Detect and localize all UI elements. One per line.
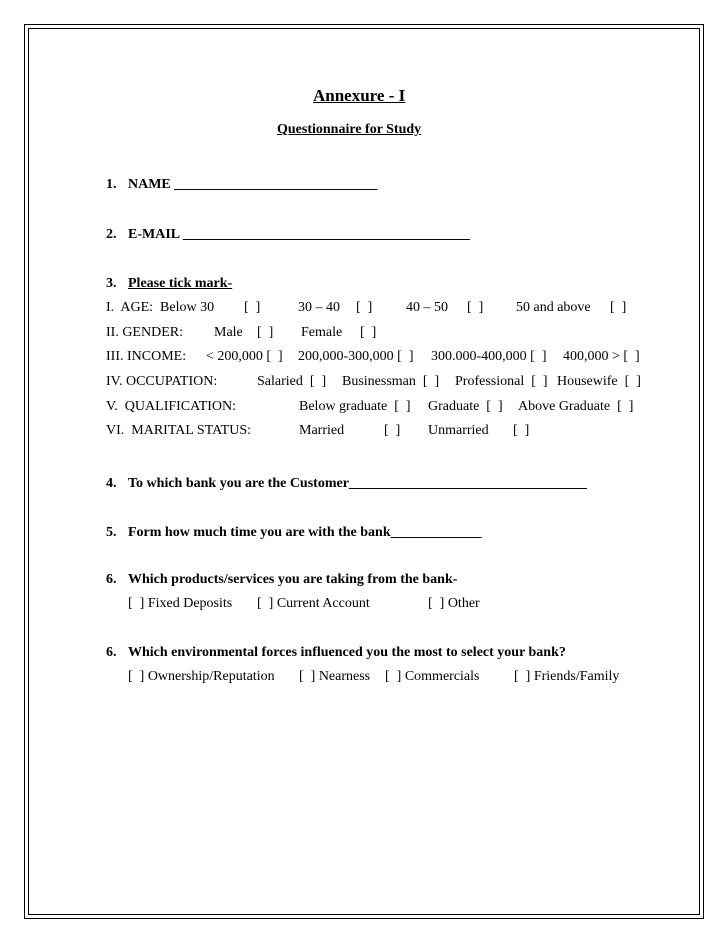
- income-label: III. INCOME:: [106, 349, 187, 364]
- customer-bank-field[interactable]: To which bank you are the Customer__________________________________: [128, 476, 587, 491]
- occupation-option-professional[interactable]: Professional [ ]: [455, 374, 548, 389]
- force-option-commercials[interactable]: [ ] Commercials: [385, 669, 480, 684]
- gender-male-label: Male: [214, 325, 243, 340]
- occupation-option-housewife[interactable]: Housewife [ ]: [557, 374, 641, 389]
- q3-number: 3.: [106, 276, 117, 291]
- income-option-200k-300k[interactable]: 200,000-300,000 [ ]: [298, 349, 414, 364]
- product-option-fixed-deposits[interactable]: [ ] Fixed Deposits: [128, 596, 233, 611]
- page-border-inner: [28, 28, 700, 915]
- force-option-friends-family[interactable]: [ ] Friends/Family: [514, 669, 620, 684]
- bank-duration-field[interactable]: Form how much time you are with the bank_____________: [128, 525, 482, 540]
- q2-number: 2.: [106, 227, 117, 242]
- income-option-below-200k[interactable]: < 200,000 [ ]: [206, 349, 283, 364]
- name-field[interactable]: NAME _____________________________: [128, 177, 378, 192]
- income-option-above-400k[interactable]: 400,000 > [ ]: [563, 349, 640, 364]
- age-30-40-checkbox[interactable]: [ ]: [356, 300, 373, 315]
- age-40-50-checkbox[interactable]: [ ]: [467, 300, 484, 315]
- product-option-current-account[interactable]: [ ] Current Account: [257, 596, 370, 611]
- age-50-above-checkbox[interactable]: [ ]: [610, 300, 627, 315]
- marital-unmarried-checkbox[interactable]: [ ]: [513, 423, 530, 438]
- q6-products-question: Which products/services you are taking from the bank-: [128, 572, 458, 587]
- gender-label: II. GENDER:: [106, 325, 183, 340]
- force-option-ownership-reputation[interactable]: [ ] Ownership/Reputation: [128, 669, 275, 684]
- age-30-40-label: 30 – 40: [298, 300, 340, 315]
- age-below30-checkbox[interactable]: [ ]: [244, 300, 261, 315]
- q6-forces-question: Which environmental forces influenced you the most to select your bank?: [128, 645, 566, 660]
- force-option-nearness[interactable]: [ ] Nearness: [299, 669, 371, 684]
- gender-male-checkbox[interactable]: [ ]: [257, 325, 274, 340]
- email-field[interactable]: E-MAIL _________________________________________: [128, 227, 470, 242]
- age-50-above-label: 50 and above: [516, 300, 591, 315]
- marital-married-label: Married: [299, 423, 345, 438]
- product-option-other[interactable]: [ ] Other: [428, 596, 480, 611]
- qualification-option-above-graduate[interactable]: Above Graduate [ ]: [518, 399, 634, 414]
- page-title: Annexure - I: [313, 86, 406, 105]
- q4-number: 4.: [106, 476, 117, 491]
- gender-female-label: Female: [301, 325, 343, 340]
- q3-heading: Please tick mark-: [128, 276, 233, 291]
- occupation-label: IV. OCCUPATION:: [106, 374, 218, 389]
- qualification-label: V. QUALIFICATION:: [106, 399, 237, 414]
- qualification-option-graduate[interactable]: Graduate [ ]: [428, 399, 503, 414]
- income-option-300k-400k[interactable]: 300.000-400,000 [ ]: [431, 349, 547, 364]
- occupation-option-businessman[interactable]: Businessman [ ]: [342, 374, 440, 389]
- q6-forces-number: 6.: [106, 645, 117, 660]
- page-subtitle: Questionnaire for Study: [277, 122, 422, 137]
- q6-products-number: 6.: [106, 572, 117, 587]
- marital-unmarried-label: Unmarried: [428, 423, 489, 438]
- age-40-50-label: 40 – 50: [406, 300, 448, 315]
- q1-number: 1.: [106, 177, 117, 192]
- q5-number: 5.: [106, 525, 117, 540]
- occupation-option-salaried[interactable]: Salaried [ ]: [257, 374, 327, 389]
- gender-female-checkbox[interactable]: [ ]: [360, 325, 377, 340]
- marital-married-checkbox[interactable]: [ ]: [384, 423, 401, 438]
- qualification-option-below-graduate[interactable]: Below graduate [ ]: [299, 399, 411, 414]
- age-label: I. AGE: Below 30: [106, 300, 215, 315]
- marital-status-label: VI. MARITAL STATUS:: [106, 423, 252, 438]
